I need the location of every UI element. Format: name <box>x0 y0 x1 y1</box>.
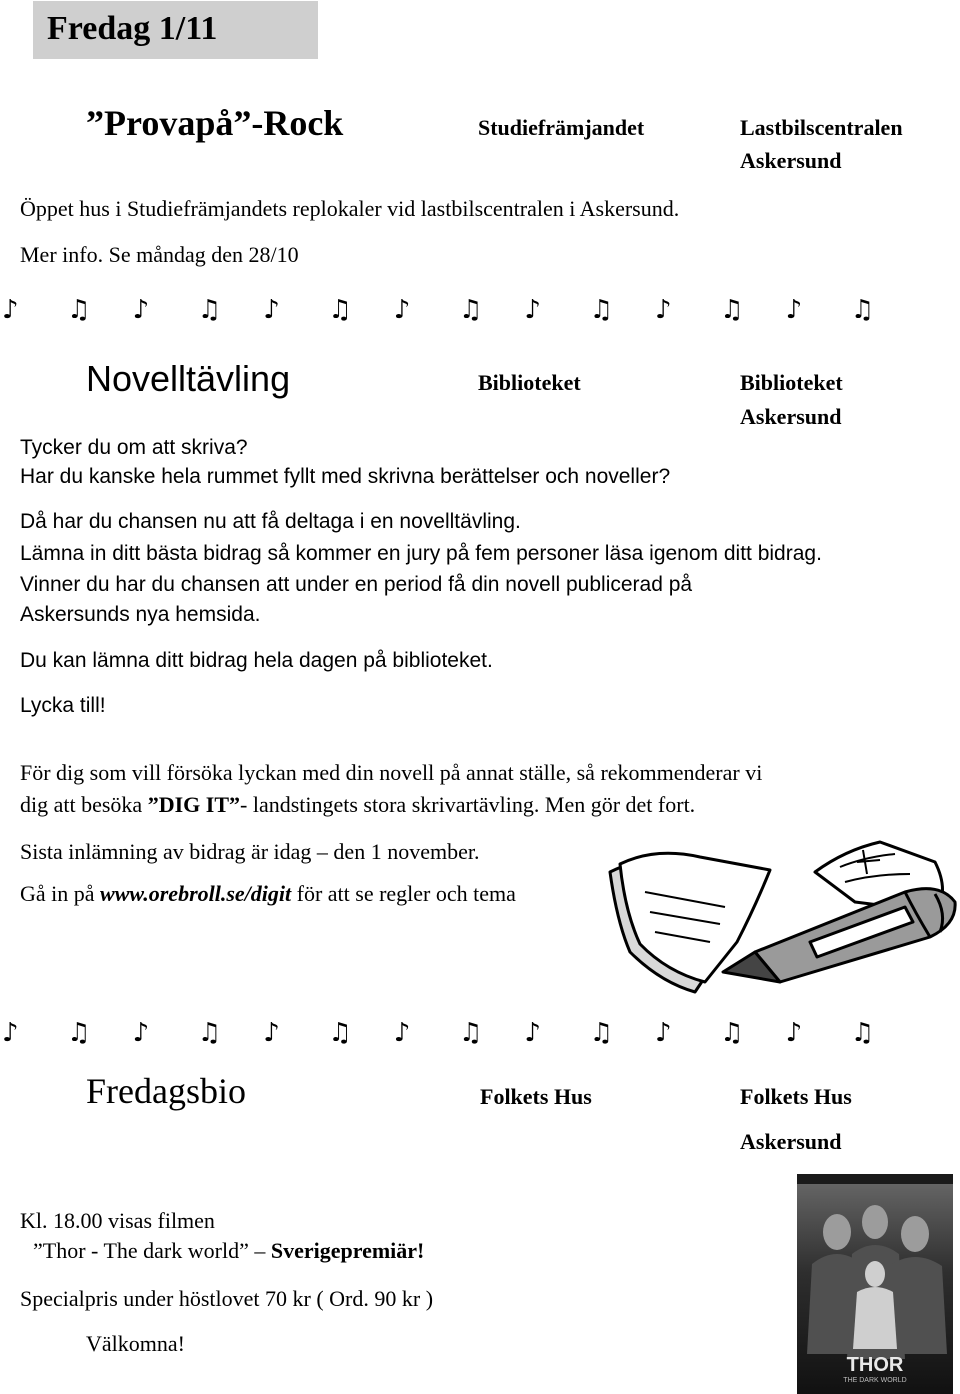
movie-poster-image <box>797 1174 953 1394</box>
music-note-icon: ♪ <box>263 1018 280 1048</box>
music-notes-divider <box>0 296 960 324</box>
event2-location-town: Askersund <box>740 404 842 429</box>
event2-organizer: Biblioteket <box>478 370 581 395</box>
event2-line: Askersunds nya hemsida. <box>20 603 261 626</box>
event1-title: ”Provapå”-Rock <box>86 103 344 143</box>
poster-subtitle: THE DARK WORLD <box>843 1377 907 1384</box>
music-note-icon: ♫ <box>459 1018 483 1048</box>
music-note-icon: ♫ <box>328 295 352 325</box>
event2-line: Vinner du har du chansen att under en period få din novell publicerad på <box>20 573 693 596</box>
music-note-icon: ♫ <box>67 295 91 325</box>
event3-title: Fredagsbio <box>86 1071 246 1111</box>
film-time: Kl. 18.00 visas filmen <box>20 1208 215 1233</box>
music-note-icon: ♫ <box>328 1018 352 1048</box>
music-notes-divider <box>0 1019 960 1047</box>
event2-line: Då har du chansen nu att få deltaga i en novelltävling. <box>20 510 521 533</box>
digit-paragraph-line2: dig att besöka ”DIG IT”- landstingets stora skrivartävling. Men gör det fort. <box>20 792 696 817</box>
premiere-label: Sverigepremiär! <box>270 1238 425 1263</box>
digit-paragraph-line1: För dig som vill försöka lyckan med din novell på annat ställe, så rekommenderar vi <box>20 760 763 785</box>
music-note-icon: ♫ <box>197 295 222 325</box>
event1-more-info: Mer info. Se måndag den 28/10 <box>20 242 299 267</box>
music-note-icon: ♫ <box>197 1018 222 1048</box>
event1-location: Lastbilscentralen <box>740 115 903 140</box>
film-title-line: ”Thor - The dark world” – Sverigepremiär! <box>33 1238 425 1263</box>
event3-organizer: Folkets Hus <box>480 1084 592 1109</box>
music-note-icon: ♪ <box>655 295 672 325</box>
music-note-icon: ♫ <box>720 1018 744 1048</box>
music-note-icon: ♪ <box>263 295 280 325</box>
music-note-icon: ♪ <box>785 295 803 325</box>
digit-name: ”DIG IT” <box>147 792 240 817</box>
event2-location: Biblioteket <box>740 370 843 395</box>
music-note-icon: ♫ <box>589 1018 613 1048</box>
music-note-icon: ♪ <box>2 295 19 325</box>
event2-line: Lämna in ditt bästa bidrag så kommer en jury på fem personer läsa igenom ditt bidrag. <box>20 542 822 565</box>
pen-and-paper-illustration <box>605 832 960 994</box>
music-note-icon: ♪ <box>785 1018 803 1048</box>
website-line: Gå in på www.orebroll.se/digit för att se regler och tema <box>20 881 516 906</box>
event1-location-town: Askersund <box>740 148 842 173</box>
price-text: Specialpris under höstlovet 70 kr ( Ord. 90 kr ) <box>20 1286 434 1311</box>
day-header <box>33 1 318 59</box>
event2-line: Lycka till! <box>20 694 106 717</box>
music-note-icon: ♫ <box>459 295 483 325</box>
event2-line: Tycker du om att skriva? <box>20 436 248 459</box>
music-note-icon: ♪ <box>393 295 411 325</box>
event3-location-town: Askersund <box>740 1129 842 1154</box>
music-note-icon: ♫ <box>589 295 613 325</box>
welcome-text: Välkomna! <box>86 1331 185 1356</box>
event2-title: Novelltävling <box>86 358 291 399</box>
website-link[interactable]: www.orebroll.se/digit <box>100 881 292 906</box>
music-note-icon: ♪ <box>655 1018 672 1048</box>
music-note-icon: ♪ <box>132 1018 150 1048</box>
event2-line: Har du kanske hela rummet fyllt med skrivna berättelser och noveller? <box>20 465 671 488</box>
poster-title: THOR <box>846 1354 904 1376</box>
music-note-icon: ♪ <box>393 1018 411 1048</box>
event3-location: Folkets Hus <box>740 1084 852 1109</box>
event1-text: Öppet hus i Studiefrämjandets replokaler vid lastbilscentralen i Askersund. <box>20 196 680 221</box>
day-title: Fredag 1/11 <box>47 10 218 47</box>
music-note-icon: ♪ <box>524 295 541 325</box>
music-note-icon: ♪ <box>132 295 150 325</box>
event1-organizer: Studiefrämjandet <box>478 115 645 140</box>
music-note-icon: ♫ <box>720 295 744 325</box>
music-note-icon: ♪ <box>2 1018 19 1048</box>
music-note-icon: ♫ <box>67 1018 91 1048</box>
deadline-text: Sista inlämning av bidrag är idag – den 1 november. <box>20 839 480 864</box>
event2-line: Du kan lämna ditt bidrag hela dagen på biblioteket. <box>20 649 493 672</box>
music-note-icon: ♫ <box>850 295 875 325</box>
music-note-icon: ♪ <box>524 1018 541 1048</box>
music-note-icon: ♫ <box>850 1018 875 1048</box>
